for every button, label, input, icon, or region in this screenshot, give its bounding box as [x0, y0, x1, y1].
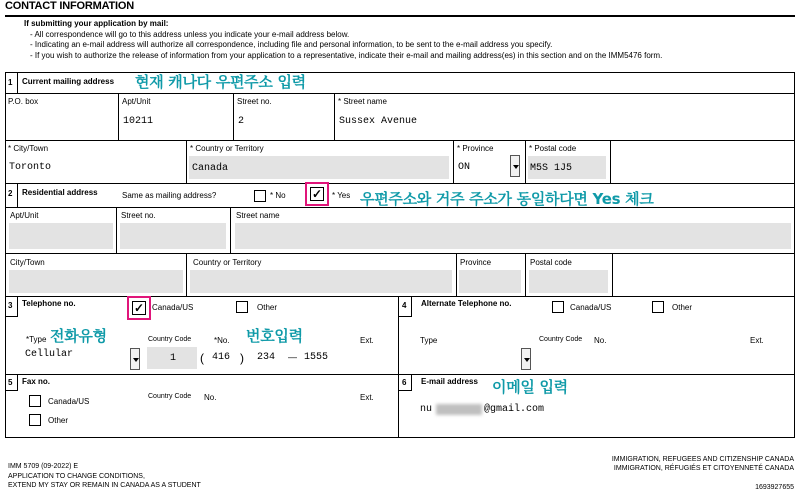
divider [233, 93, 234, 140]
telephone-country-code-label: Country Code [148, 336, 192, 343]
telephone-country-code-value: 1 [170, 353, 177, 364]
alternate-other-checkbox[interactable] [652, 301, 664, 313]
divider [610, 140, 611, 183]
divider [5, 93, 795, 94]
alternate-canada-us-checkbox[interactable] [552, 301, 564, 313]
country-value: Canada [192, 163, 229, 174]
country-label: * Country or Territory [190, 144, 264, 153]
divider [17, 296, 18, 316]
type-annotation: 전화유형 [50, 327, 107, 345]
telephone-heading: Telephone no. [22, 299, 76, 308]
fax-other-label: Other [48, 416, 69, 425]
res-province-select[interactable] [459, 270, 521, 293]
intro-line-1: - All correspondence will go to this address unless you indicate your e-mail address below. [30, 29, 350, 39]
form-code: IMM 5709 (09-2022) E [8, 463, 79, 470]
header-divider [5, 15, 795, 17]
divider [118, 93, 119, 140]
res-apt-input[interactable] [9, 223, 113, 249]
res-country-select[interactable] [190, 270, 452, 293]
fax-ext-label: Ext. [360, 393, 374, 402]
divider [5, 390, 18, 391]
street-no-label: Street no. [237, 97, 272, 106]
divider [5, 253, 795, 254]
divider [525, 253, 526, 296]
area-close-paren: ) [240, 351, 244, 365]
po-box-input[interactable] [9, 110, 115, 134]
number-annotation: 번호입력 [246, 327, 303, 345]
res-street-name-input[interactable] [235, 223, 791, 249]
fax-other-checkbox[interactable] [29, 414, 41, 426]
section-title: CONTACT INFORMATION [5, 0, 134, 12]
intro-line-3: - If you wish to authorize the release of information from your application to a representative, indicate their e-mail and mailing address(es) in this section and on the IMM5476 form. [30, 50, 663, 60]
city-input[interactable]: Toronto [9, 162, 52, 173]
res-country-label: Country or Territory [193, 258, 262, 267]
divider [5, 296, 795, 297]
divider [5, 374, 795, 375]
divider [17, 72, 18, 93]
apt-unit-label: Apt/Unit [122, 97, 151, 106]
res-city-label: City/Town [10, 258, 45, 267]
telephone-area-input[interactable]: 416 [212, 352, 231, 363]
divider [525, 140, 526, 183]
department-name-fr: IMMIGRATION, RÉFUGIÉS ET CITOYENNETÉ CANADA [613, 465, 794, 472]
alternate-canada-us-label: Canada/US [570, 303, 612, 312]
department-name-en: IMMIGRATION, REFUGEES AND CITIZENSHIP CANADA [611, 456, 794, 463]
city-label: * City/Town [8, 144, 49, 153]
divider [398, 316, 412, 317]
street-name-label: * Street name [338, 97, 387, 106]
res-postal-input[interactable] [529, 270, 608, 293]
divider [5, 316, 18, 317]
alternate-ext-label: Ext. [750, 336, 764, 345]
residential-address-heading: Residential address [22, 188, 98, 197]
apt-unit-input[interactable]: 10211 [123, 116, 154, 127]
alternate-no-label: No. [594, 336, 607, 345]
divider [5, 183, 795, 184]
form-title-line-1: APPLICATION TO CHANGE CONDITIONS, [8, 473, 145, 480]
divider [411, 296, 412, 316]
divider [17, 183, 18, 207]
telephone-canada-us-checkbox[interactable]: ✓ [133, 301, 145, 315]
same-address-no-checkbox[interactable] [254, 190, 266, 202]
fax-no-label: No. [204, 393, 217, 402]
res-street-no-label: Street no. [121, 211, 156, 220]
divider [230, 207, 231, 253]
divider [186, 253, 187, 296]
telephone-canada-us-label: Canada/US [152, 303, 194, 312]
intro-line-2: - Indicating an e-mail address will authorize all correspondence, including file and personal information, to be sent to the e-mail address you specify. [30, 40, 553, 50]
telephone-ext-label: Ext. [360, 336, 374, 345]
divider [456, 253, 457, 296]
divider [612, 253, 613, 296]
divider [334, 93, 335, 140]
alternate-other-label: Other [672, 303, 693, 312]
divider [116, 207, 117, 253]
divider [186, 140, 187, 183]
alternate-type-dropdown-arrow[interactable] [521, 348, 531, 370]
fax-canada-us-checkbox[interactable] [29, 395, 41, 407]
divider [17, 374, 18, 390]
email-annotation: 이메일 입력 [492, 378, 568, 396]
alternate-type-label: Type [420, 336, 438, 345]
email-input[interactable]: nu @gmail.com [420, 404, 545, 415]
po-box-label: P.O. box [8, 97, 39, 106]
telephone-last-input[interactable]: 1555 [304, 352, 329, 363]
fax-heading: Fax no. [22, 377, 51, 386]
fax-canada-us-label: Canada/US [48, 397, 90, 406]
residential-annotation: 우편주소와 거주 주소가 동일하다면 Yes 체크 [360, 190, 654, 208]
fax-country-code-label: Country Code [148, 393, 192, 400]
res-street-name-label: Street name [236, 211, 280, 220]
telephone-other-checkbox[interactable] [236, 301, 248, 313]
area-open-paren: ( [200, 351, 204, 365]
telephone-type-dropdown-arrow[interactable] [130, 348, 140, 370]
section-number: 5 [8, 378, 13, 387]
province-select[interactable]: ON [458, 162, 471, 173]
mailing-annotation: 현재 캐나다 우편주소 입력 [135, 73, 306, 91]
res-apt-label: Apt/Unit [10, 211, 39, 220]
res-postal-label: Postal code [530, 258, 572, 267]
section-number: 4 [402, 301, 407, 310]
telephone-first-input[interactable]: 234 [257, 352, 276, 363]
form-title-line-2: EXTEND MY STAY OR REMAIN IN CANADA AS A STUDENT [8, 482, 201, 489]
province-dropdown-arrow[interactable] [510, 155, 520, 177]
mailing-address-heading: Current mailing address [22, 77, 115, 86]
telephone-no-label: *No. [214, 336, 230, 345]
province-label: * Province [457, 144, 494, 153]
postal-code-label: * Postal code [529, 144, 577, 153]
same-address-yes-checkbox[interactable]: ✓ [311, 187, 323, 201]
telephone-type-label: *Type [26, 335, 47, 344]
barcode-number: 1693927655 [755, 484, 794, 491]
divider [411, 374, 412, 390]
same-address-no-label: * No [270, 191, 286, 200]
telephone-dash: — [288, 352, 297, 362]
alternate-country-code-label: Country Code [539, 336, 583, 343]
section-number: 1 [8, 78, 13, 87]
section-number: 3 [8, 301, 13, 310]
alternate-telephone-heading: Alternate Telephone no. [421, 299, 512, 308]
street-name-input[interactable]: Sussex Avenue [339, 116, 418, 127]
section-number: 6 [402, 378, 407, 387]
street-no-input[interactable]: 2 [238, 116, 245, 127]
intro-heading: If submitting your application by mail: [24, 19, 169, 28]
divider [398, 390, 412, 391]
divider [5, 140, 795, 141]
res-street-no-input[interactable] [120, 223, 226, 249]
email-heading: E-mail address [421, 377, 478, 386]
same-address-question: Same as mailing address? [122, 191, 217, 200]
telephone-other-label: Other [257, 303, 278, 312]
same-address-yes-label: * Yes [332, 191, 351, 200]
divider [398, 296, 399, 438]
intro-text [24, 19, 662, 61]
email-redaction [436, 404, 482, 415]
res-city-input[interactable] [9, 270, 183, 293]
section-number: 2 [8, 189, 13, 198]
divider [453, 140, 454, 183]
telephone-type-select[interactable]: Cellular [25, 349, 74, 360]
postal-code-value: M5S 1J5 [530, 163, 573, 174]
res-province-label: Province [460, 258, 492, 267]
